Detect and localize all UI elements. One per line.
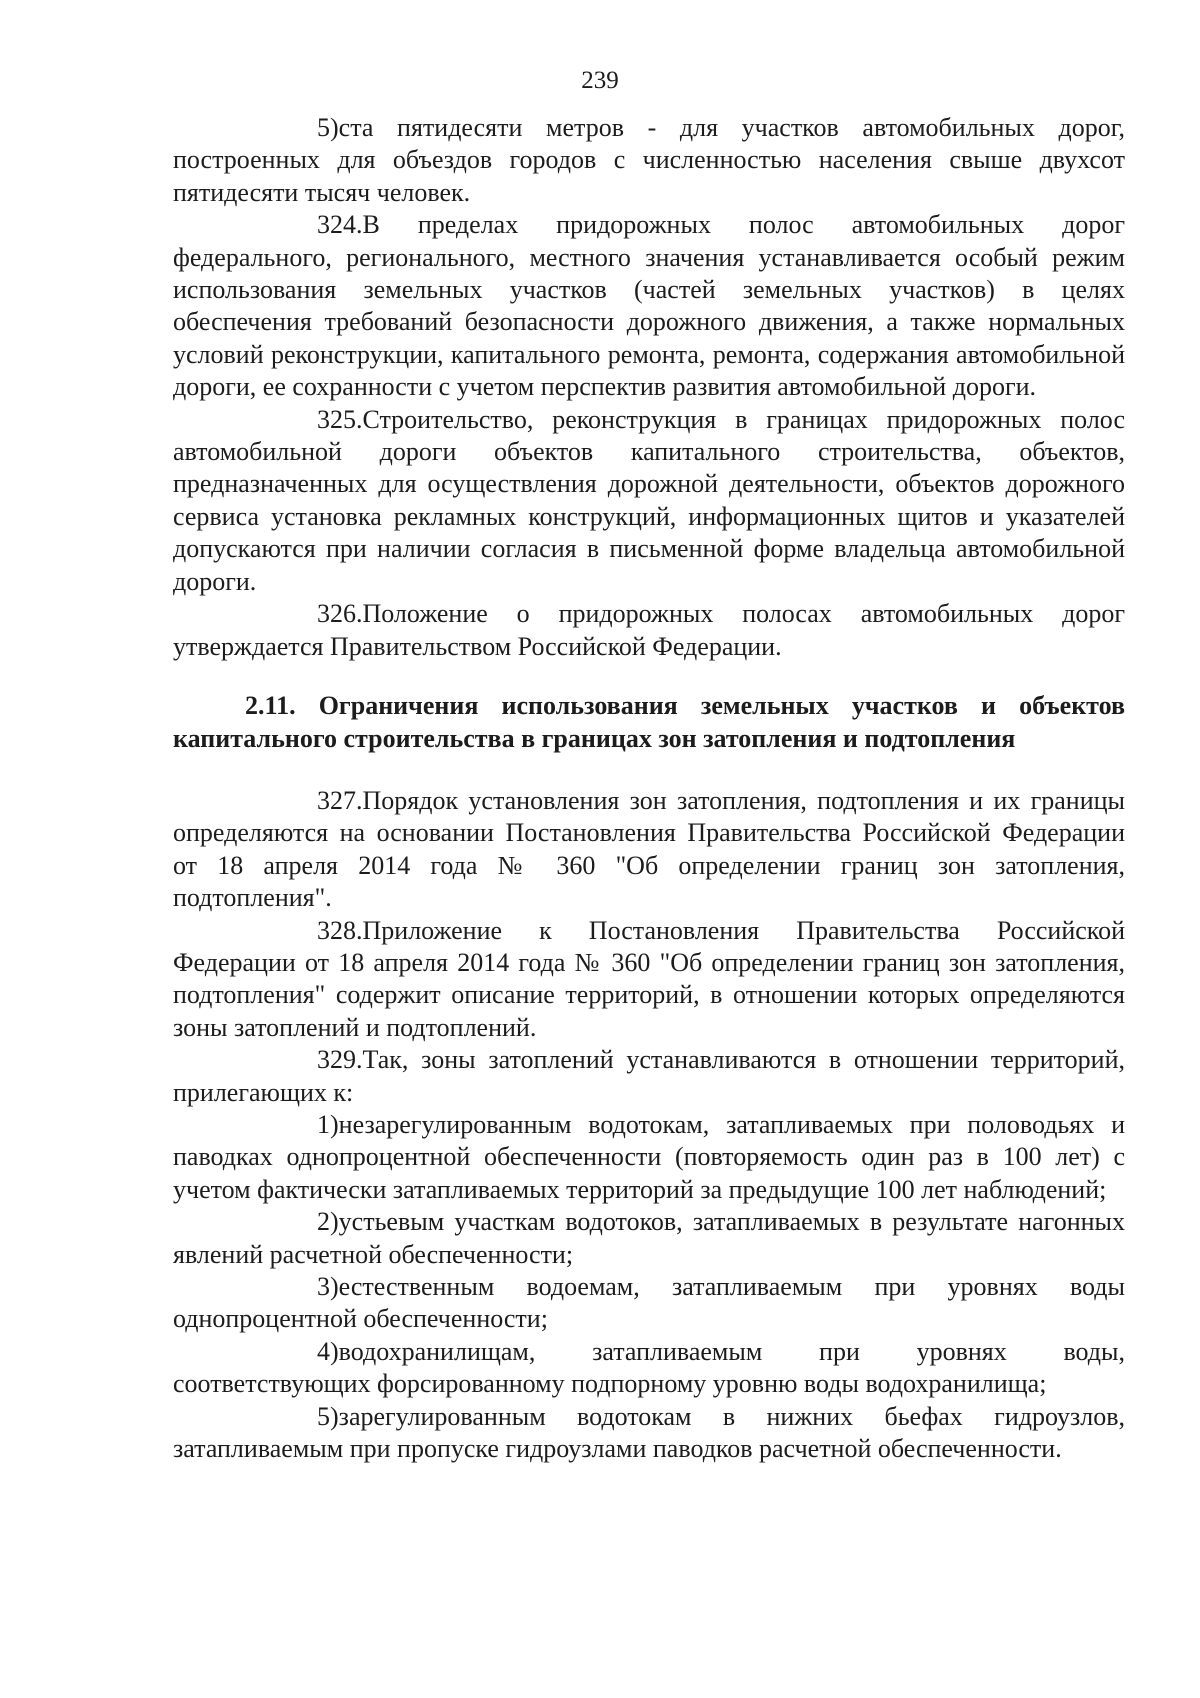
item-number: 5)	[317, 113, 339, 142]
section-heading: 2.11. Ограничения использования земельных участков и объектов капитального строительства в границах зон затопления и подтопления	[173, 690, 1125, 753]
paragraph-number: 329.	[317, 1045, 363, 1075]
item-number: 2)	[317, 1207, 339, 1237]
item-number: 5)	[317, 1401, 339, 1431]
paragraph-328	[173, 915, 1125, 1045]
list-item-5-buffer	[173, 112, 1125, 209]
list-item-4	[173, 1336, 1125, 1401]
paragraph-number: 324.	[317, 210, 363, 240]
paragraph-text: Положение о придорожных полосах автомобильных дорог утверждается Правительством Российской Федерации.	[173, 599, 1125, 661]
paragraph-number: 327.	[317, 785, 363, 815]
item-text: водохранилищам, затапливаемым при уровнях воды, соответствующих форсированному подпорному уровню воды водохранилища;	[173, 1336, 1125, 1399]
item-text: незарегулированным водотокам, затапливаемых при половодьях и паводках однопроцентной обеспеченности (повторяемость один раз в 100 лет) с учетом фактически затапливаемых территорий за предыдущие 100 лет наблюдений;	[173, 1109, 1125, 1204]
page-number: 239	[581, 67, 619, 94]
document-body	[173, 112, 1125, 1465]
list-item-5	[173, 1401, 1125, 1466]
item-text: естественным водоемам, затапливаемым при уровнях воды однопроцентной обеспеченности;	[173, 1272, 1125, 1334]
paragraph-325	[173, 404, 1125, 598]
item-text: устьевым участкам водотоков, затапливаемых в результате нагонных явлений расчетной обеспеченности;	[173, 1207, 1125, 1269]
paragraph-text: В пределах придорожных полос автомобильных дорог федерального, регионального, местного значения устанавливается особый режим использования земельных участков (частей земельных участков) в целях обеспечения требований безопасности дорожного движения, а также нормальных условий реконструкции, капитального ремонта, ремонта, содержания автомобильной дороги, ее сохранности с учетом перспектив развития автомобильной дороги.	[173, 210, 1125, 402]
paragraph-text: Так, зоны затоплений устанавливаются в отношении территорий, прилегающих к:	[173, 1045, 1125, 1107]
paragraph-326	[173, 598, 1125, 663]
paragraph-324	[173, 209, 1125, 403]
item-number: 3)	[317, 1272, 339, 1301]
item-number: 4)	[317, 1336, 339, 1366]
paragraph-number: 326.	[317, 599, 363, 629]
paragraph-text: Приложение к Постановления Правительства Российской Федерации от 18 апреля 2014 года № 360 "Об определении границ зон затопления, подтопления" содержит описание территорий, в отношении которых определяются зоны затоплений и подтоплений.	[173, 915, 1125, 1042]
paragraph-327	[173, 785, 1125, 915]
paragraph-number: 328.	[317, 915, 363, 945]
list-item-3	[173, 1271, 1125, 1336]
list-item-2	[173, 1206, 1125, 1271]
item-number: 1)	[317, 1109, 339, 1139]
paragraph-number: 325.	[317, 404, 363, 434]
paragraph-text: Строительство, реконструкция в границах придорожных полос автомобильной дороги объектов капитального строительства, объектов, предназначенных для осуществления дорожной деятельности, объектов дорожного сервиса установка рекламных конструкций, информационных щитов и указателей допускаются при наличии согласия в письменной форме владельца автомобильной дороги.	[173, 404, 1125, 596]
item-text: ста пятидесяти метров - для участков автомобильных дорог, построенных для объездов городов с численностью населения свыше двухсот пятидесяти тысяч человек.	[173, 113, 1125, 207]
list-item-1	[173, 1109, 1125, 1206]
paragraph-329	[173, 1044, 1125, 1109]
paragraph-text: Порядок установления зон затопления, подтопления и их границы определяются на основании Постановления Правительства Российской Федерации от 18 апреля 2014 года № 360 "Об определении границ зон затопления, подтопления".	[173, 785, 1125, 913]
item-text: зарегулированным водотокам в нижних бьефах гидроузлов, затапливаемым при пропуске гидроузлами паводков расчетной обеспеченности.	[173, 1401, 1125, 1464]
